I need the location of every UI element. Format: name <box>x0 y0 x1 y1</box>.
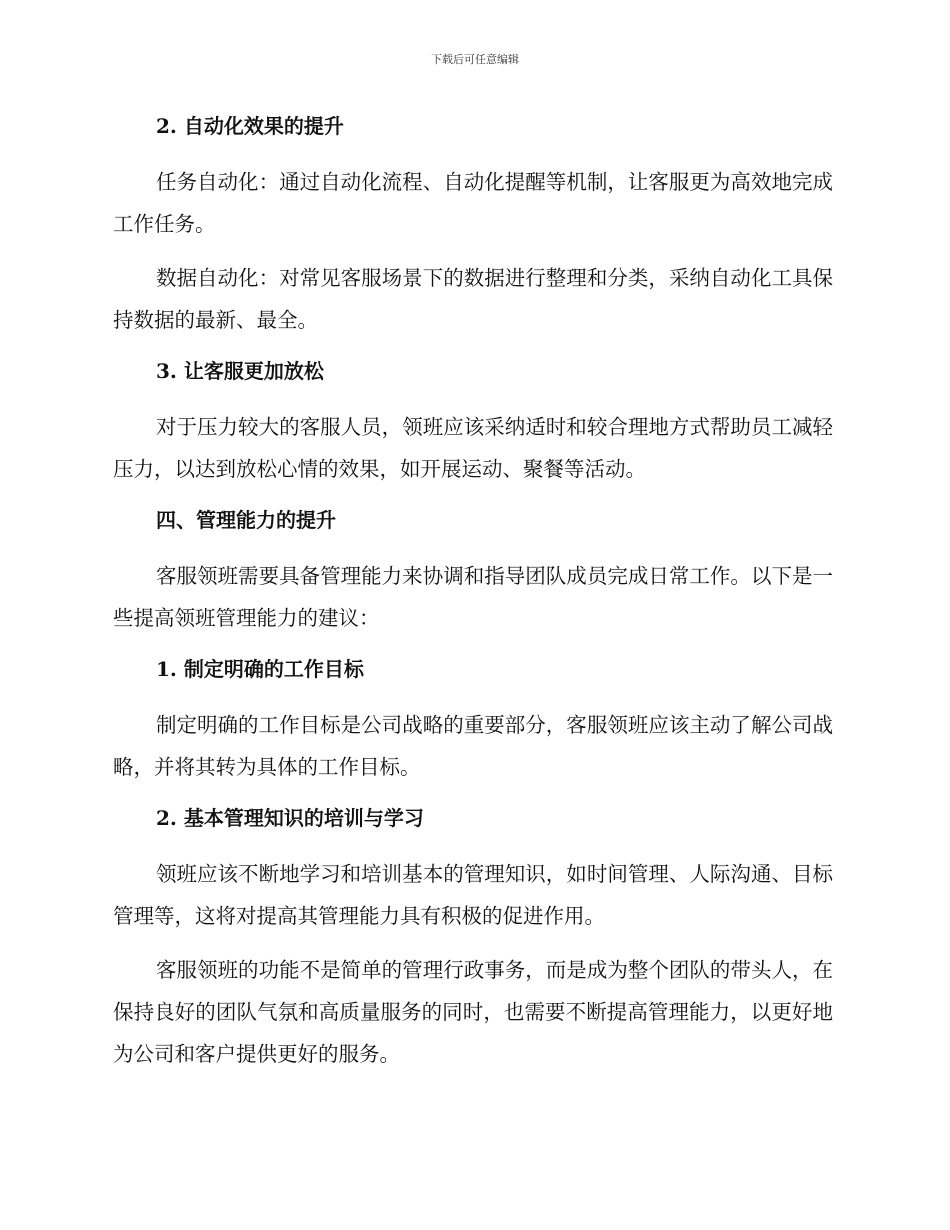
paragraph: 领班应该不断地学习和培训基本的管理知识，如时间管理、人际沟通、目标管理等，这将对提高其管理能力具有积极的促进作用。 <box>113 862 833 928</box>
paragraph: 制定明确的工作目标是公司战略的重要部分，客服领班应该主动了解公司战略，并将其转为具体的工作目标。 <box>113 713 833 779</box>
section-heading: 2. 基本管理知识的培训与学习 <box>156 806 424 830</box>
document-body <box>113 108 833 1087</box>
section-heading: 2. 自动化效果的提升 <box>156 114 344 138</box>
page-header: 下载后可任意编辑 <box>431 53 519 66</box>
chapter-heading: 四、管理能力的提升 <box>156 508 336 532</box>
paragraph: 客服领班需要具备管理能力来协调和指导团队成员完成日常工作。以下是一些提高领班管理能力的建议： <box>113 564 833 630</box>
paragraph: 客服领班的功能不是简单的管理行政事务，而是成为整个团队的带头人，在保持良好的团队气氛和高质量服务的同时，也需要不断提高管理能力，以更好地为公司和客户提供更好的服务。 <box>113 958 833 1066</box>
paragraph: 数据自动化：对常见客服场景下的数据进行整理和分类，采纳自动化工具保持数据的最新、最全。 <box>113 266 833 332</box>
paragraph: 对于压力较大的客服人员，领班应该采纳适时和较合理地方式帮助员工减轻压力，以达到放松心情的效果，如开展运动、聚餐等活动。 <box>113 415 833 481</box>
section-heading: 3. 让客服更加放松 <box>156 359 324 383</box>
paragraph: 任务自动化：通过自动化流程、自动化提醒等机制，让客服更为高效地完成工作任务。 <box>113 170 833 236</box>
section-heading: 1. 制定明确的工作目标 <box>156 657 364 681</box>
